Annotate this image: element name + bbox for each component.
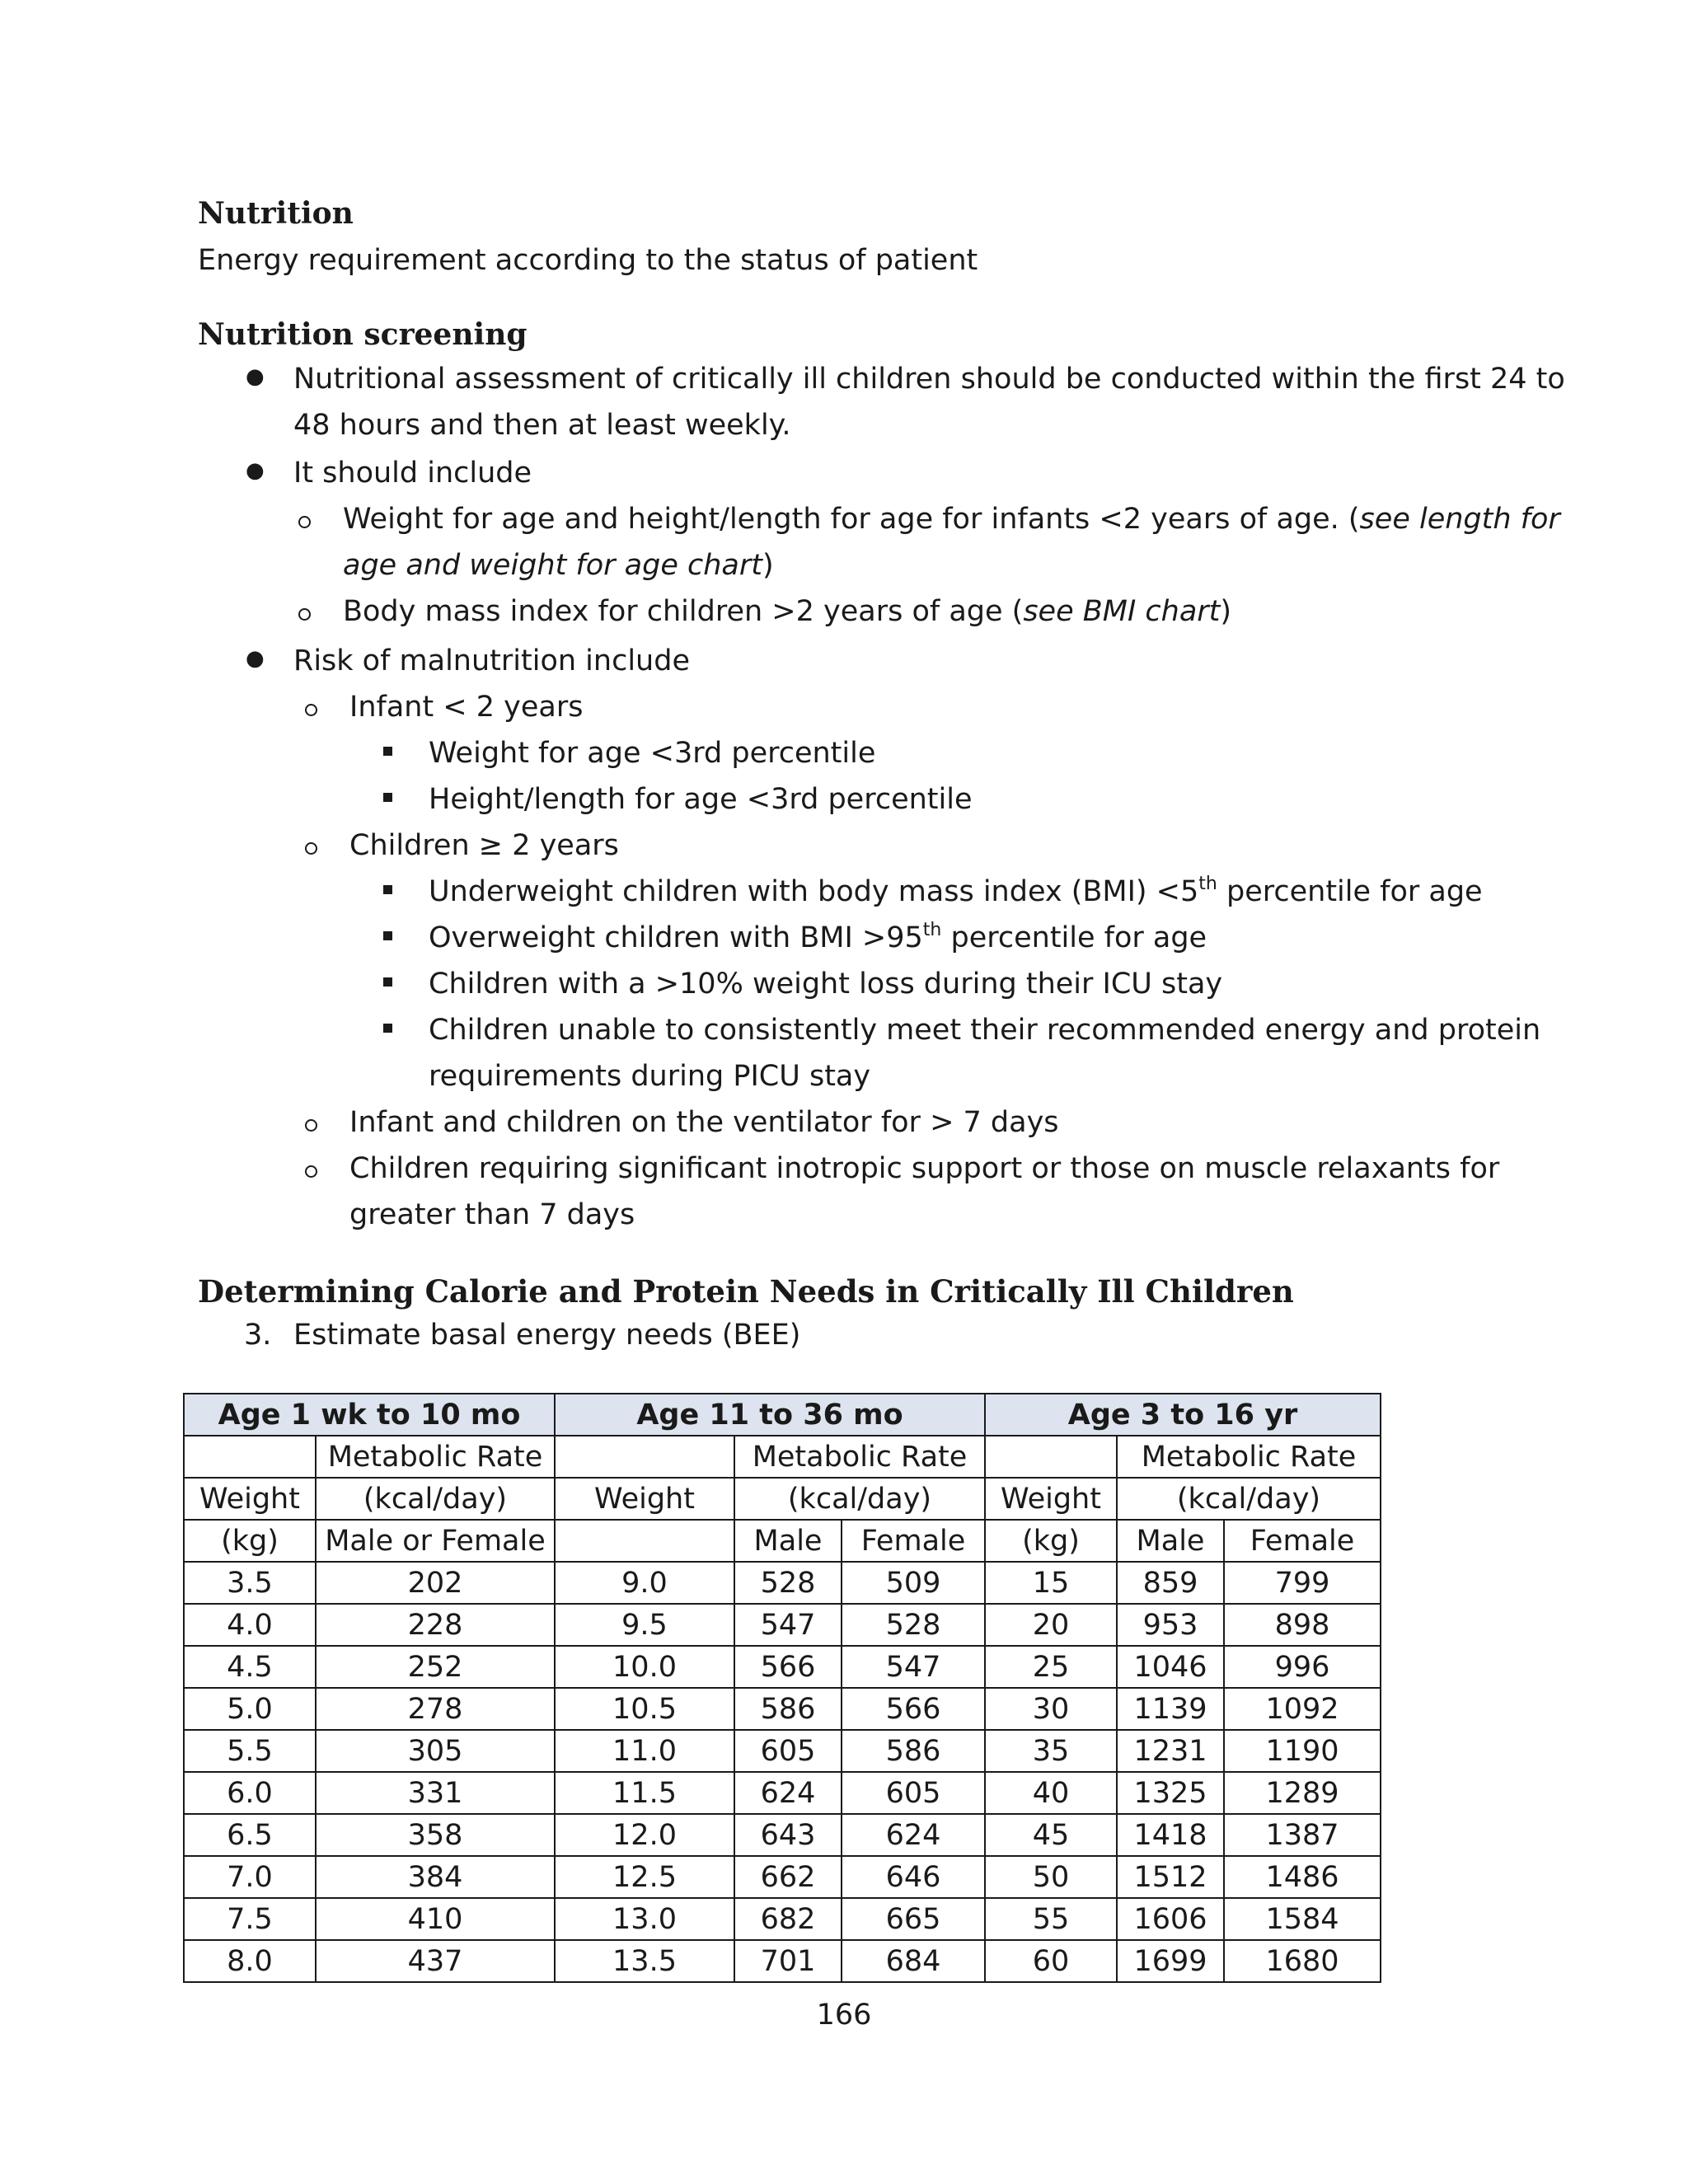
table-cell: 10.5 xyxy=(555,1688,734,1730)
sub-list-item xyxy=(343,593,1231,630)
table-cell: 586 xyxy=(734,1688,842,1730)
table-row xyxy=(184,1898,1381,1940)
numbered-item: Estimate basal energy needs (BEE) xyxy=(293,1319,801,1352)
superscript: th xyxy=(922,920,942,940)
sub-sub-list-item xyxy=(429,920,1207,956)
table-cell: 6.5 xyxy=(184,1814,316,1856)
table-cell: 547 xyxy=(734,1604,842,1646)
page-number: 166 xyxy=(816,1999,872,2032)
table-cell: 5.5 xyxy=(184,1730,316,1772)
table-cell: 437 xyxy=(316,1940,555,1982)
text-run: percentile for age xyxy=(1217,875,1483,908)
numbered-item-number: 3. xyxy=(244,1319,272,1352)
header-cell: (kcal/day) xyxy=(734,1478,985,1520)
table-cell: 586 xyxy=(842,1730,985,1772)
table-cell: 1231 xyxy=(1117,1730,1224,1772)
table-cell: 1046 xyxy=(1117,1646,1224,1688)
circle-bullet-icon xyxy=(298,516,311,528)
table-cell: 50 xyxy=(985,1856,1117,1898)
sub-sub-list-item-continuation: requirements during PICU stay xyxy=(429,1060,871,1093)
text-run: Underweight children with body mass index (BMI) <5 xyxy=(429,875,1199,908)
header-cell: Metabolic Rate xyxy=(734,1436,985,1478)
table-cell: 11.5 xyxy=(555,1772,734,1814)
table-cell: 665 xyxy=(842,1898,985,1940)
superscript: th xyxy=(1198,874,1217,894)
table-cell: 996 xyxy=(1224,1646,1381,1688)
table-cell: 9.5 xyxy=(555,1604,734,1646)
table-cell: 605 xyxy=(734,1730,842,1772)
table-cell: 528 xyxy=(842,1604,985,1646)
table-cell: 1418 xyxy=(1117,1814,1224,1856)
table-cell: 35 xyxy=(985,1730,1117,1772)
bullet-icon: ● xyxy=(246,364,265,389)
circle-bullet-icon xyxy=(298,608,311,621)
text-run: percentile for age xyxy=(941,921,1207,954)
section-heading-screening: Nutrition screening xyxy=(198,317,528,352)
bee-table xyxy=(183,1393,1381,1983)
table-cell: 7.0 xyxy=(184,1856,316,1898)
table-header-row xyxy=(184,1520,1381,1562)
circle-bullet-icon xyxy=(305,842,317,855)
table-cell: 509 xyxy=(842,1562,985,1604)
sub-list-item: Infant < 2 years xyxy=(349,691,584,724)
table-cell: 384 xyxy=(316,1856,555,1898)
sub-list-item xyxy=(343,501,1560,537)
square-bullet-icon xyxy=(383,1024,392,1033)
table-row xyxy=(184,1688,1381,1730)
table-cell: 605 xyxy=(842,1772,985,1814)
square-bullet-icon xyxy=(383,793,392,802)
table-cell: 1512 xyxy=(1117,1856,1224,1898)
table-cell: 898 xyxy=(1224,1604,1381,1646)
table-cell: 5.0 xyxy=(184,1688,316,1730)
header-cell xyxy=(985,1436,1117,1478)
table-cell: 358 xyxy=(316,1814,555,1856)
table-cell: 953 xyxy=(1117,1604,1224,1646)
table-cell: 1486 xyxy=(1224,1856,1381,1898)
table-cell: 684 xyxy=(842,1940,985,1982)
table-cell: 13.0 xyxy=(555,1898,734,1940)
chart-reference: see length for xyxy=(1359,503,1560,536)
table-row xyxy=(184,1856,1381,1898)
text-run: Overweight children with BMI >95 xyxy=(429,921,923,954)
table-cell: 624 xyxy=(842,1814,985,1856)
header-cell: Female xyxy=(1224,1520,1381,1562)
chart-reference: age and weight for age chart xyxy=(343,549,762,582)
table-cell: 1680 xyxy=(1224,1940,1381,1982)
group-header: Age 3 to 16 yr xyxy=(985,1394,1381,1436)
table-cell: 20 xyxy=(985,1604,1117,1646)
bullet-icon: ● xyxy=(246,646,265,671)
header-cell: Metabolic Rate xyxy=(316,1436,555,1478)
text-run: Weight for age and height/length for age for infants <2 years of age. ( xyxy=(343,503,1360,536)
table-cell: 55 xyxy=(985,1898,1117,1940)
header-cell: Male xyxy=(734,1520,842,1562)
table-cell: 662 xyxy=(734,1856,842,1898)
text-run: ) xyxy=(762,549,774,582)
table-cell: 4.0 xyxy=(184,1604,316,1646)
table-row xyxy=(184,1730,1381,1772)
table-cell: 1190 xyxy=(1224,1730,1381,1772)
page-title: Nutrition xyxy=(198,196,354,231)
table-cell: 566 xyxy=(842,1688,985,1730)
table-cell: 305 xyxy=(316,1730,555,1772)
table-cell: 701 xyxy=(734,1940,842,1982)
group-header: Age 11 to 36 mo xyxy=(555,1394,985,1436)
table-cell: 547 xyxy=(842,1646,985,1688)
square-bullet-icon xyxy=(383,977,392,987)
header-cell: Weight xyxy=(555,1478,734,1520)
circle-bullet-icon xyxy=(305,704,317,716)
list-item: Nutritional assessment of critically ill children should be conducted within the first 24 to xyxy=(293,363,1565,396)
header-cell: Weight xyxy=(184,1478,316,1520)
table-cell: 278 xyxy=(316,1688,555,1730)
table-cell: 4.5 xyxy=(184,1646,316,1688)
table-cell: 1289 xyxy=(1224,1772,1381,1814)
table-cell: 1387 xyxy=(1224,1814,1381,1856)
header-cell xyxy=(555,1436,734,1478)
header-cell: Male xyxy=(1117,1520,1224,1562)
table-cell: 8.0 xyxy=(184,1940,316,1982)
circle-bullet-icon xyxy=(305,1165,317,1178)
table-cell: 12.5 xyxy=(555,1856,734,1898)
table-cell: 30 xyxy=(985,1688,1117,1730)
table-cell: 228 xyxy=(316,1604,555,1646)
text-run: Body mass index for children >2 years of age ( xyxy=(343,595,1024,628)
sub-sub-list-item xyxy=(429,874,1483,910)
chart-reference: see BMI chart xyxy=(1023,595,1221,628)
square-bullet-icon xyxy=(383,931,392,940)
table-cell: 7.5 xyxy=(184,1898,316,1940)
table-row xyxy=(184,1562,1381,1604)
table-cell: 1606 xyxy=(1117,1898,1224,1940)
bullet-icon: ● xyxy=(246,458,265,483)
table-header-row xyxy=(184,1478,1381,1520)
header-cell: Male or Female xyxy=(316,1520,555,1562)
table-cell: 859 xyxy=(1117,1562,1224,1604)
text-run: ) xyxy=(1220,595,1232,628)
header-cell: Weight xyxy=(985,1478,1117,1520)
table-row xyxy=(184,1814,1381,1856)
table-cell: 45 xyxy=(985,1814,1117,1856)
table-cell: 1699 xyxy=(1117,1940,1224,1982)
table-row xyxy=(184,1604,1381,1646)
sub-list-item: Children ≥ 2 years xyxy=(349,829,619,862)
table-cell: 13.5 xyxy=(555,1940,734,1982)
table-body xyxy=(184,1562,1381,1982)
header-cell: (kcal/day) xyxy=(1117,1478,1381,1520)
table-cell: 1092 xyxy=(1224,1688,1381,1730)
sub-list-item: Infant and children on the ventilator for > 7 days xyxy=(349,1106,1059,1139)
table-cell: 624 xyxy=(734,1772,842,1814)
sub-sub-list-item: Height/length for age <3rd percentile xyxy=(429,783,973,816)
table-cell: 410 xyxy=(316,1898,555,1940)
sub-list-item-continuation: greater than 7 days xyxy=(349,1198,635,1231)
table-cell: 40 xyxy=(985,1772,1117,1814)
header-cell: Female xyxy=(842,1520,985,1562)
table-cell: 11.0 xyxy=(555,1730,734,1772)
square-bullet-icon xyxy=(383,885,392,894)
table-cell: 252 xyxy=(316,1646,555,1688)
table-cell: 9.0 xyxy=(555,1562,734,1604)
table-cell: 566 xyxy=(734,1646,842,1688)
table-cell: 15 xyxy=(985,1562,1117,1604)
table-group-header-row xyxy=(184,1394,1381,1436)
table-cell: 1139 xyxy=(1117,1688,1224,1730)
table-cell: 1584 xyxy=(1224,1898,1381,1940)
subtitle: Energy requirement according to the status of patient xyxy=(198,244,978,277)
sub-sub-list-item: Children unable to consistently meet their recommended energy and protein xyxy=(429,1014,1541,1047)
sub-sub-list-item: Children with a >10% weight loss during their ICU stay xyxy=(429,968,1223,1001)
table-cell: 12.0 xyxy=(555,1814,734,1856)
header-cell: Metabolic Rate xyxy=(1117,1436,1381,1478)
group-header: Age 1 wk to 10 mo xyxy=(184,1394,555,1436)
table-cell: 646 xyxy=(842,1856,985,1898)
table-cell: 3.5 xyxy=(184,1562,316,1604)
table-cell: 331 xyxy=(316,1772,555,1814)
header-cell xyxy=(555,1520,734,1562)
table-cell: 682 xyxy=(734,1898,842,1940)
section-heading-determining: Determining Calorie and Protein Needs in Critically Ill Children xyxy=(198,1273,1294,1310)
table-row xyxy=(184,1940,1381,1982)
table-row xyxy=(184,1772,1381,1814)
list-item: It should include xyxy=(293,457,532,490)
table-cell: 60 xyxy=(985,1940,1117,1982)
sub-sub-list-item: Weight for age <3rd percentile xyxy=(429,737,876,770)
table-cell: 6.0 xyxy=(184,1772,316,1814)
sub-list-item: Children requiring significant inotropic support or those on muscle relaxants for xyxy=(349,1152,1500,1185)
table-cell: 10.0 xyxy=(555,1646,734,1688)
circle-bullet-icon xyxy=(305,1119,317,1132)
sub-list-item-continuation xyxy=(343,547,774,583)
table-header-row xyxy=(184,1436,1381,1478)
list-item-continuation: 48 hours and then at least weekly. xyxy=(293,409,791,442)
table-row xyxy=(184,1646,1381,1688)
header-cell: (kg) xyxy=(985,1520,1117,1562)
header-cell xyxy=(184,1436,316,1478)
header-cell: (kcal/day) xyxy=(316,1478,555,1520)
table-cell: 1325 xyxy=(1117,1772,1224,1814)
table-cell: 528 xyxy=(734,1562,842,1604)
table-cell: 643 xyxy=(734,1814,842,1856)
table-cell: 202 xyxy=(316,1562,555,1604)
header-cell: (kg) xyxy=(184,1520,316,1562)
square-bullet-icon xyxy=(383,747,392,756)
table-cell: 25 xyxy=(985,1646,1117,1688)
list-item: Risk of malnutrition include xyxy=(293,644,690,677)
table-cell: 799 xyxy=(1224,1562,1381,1604)
